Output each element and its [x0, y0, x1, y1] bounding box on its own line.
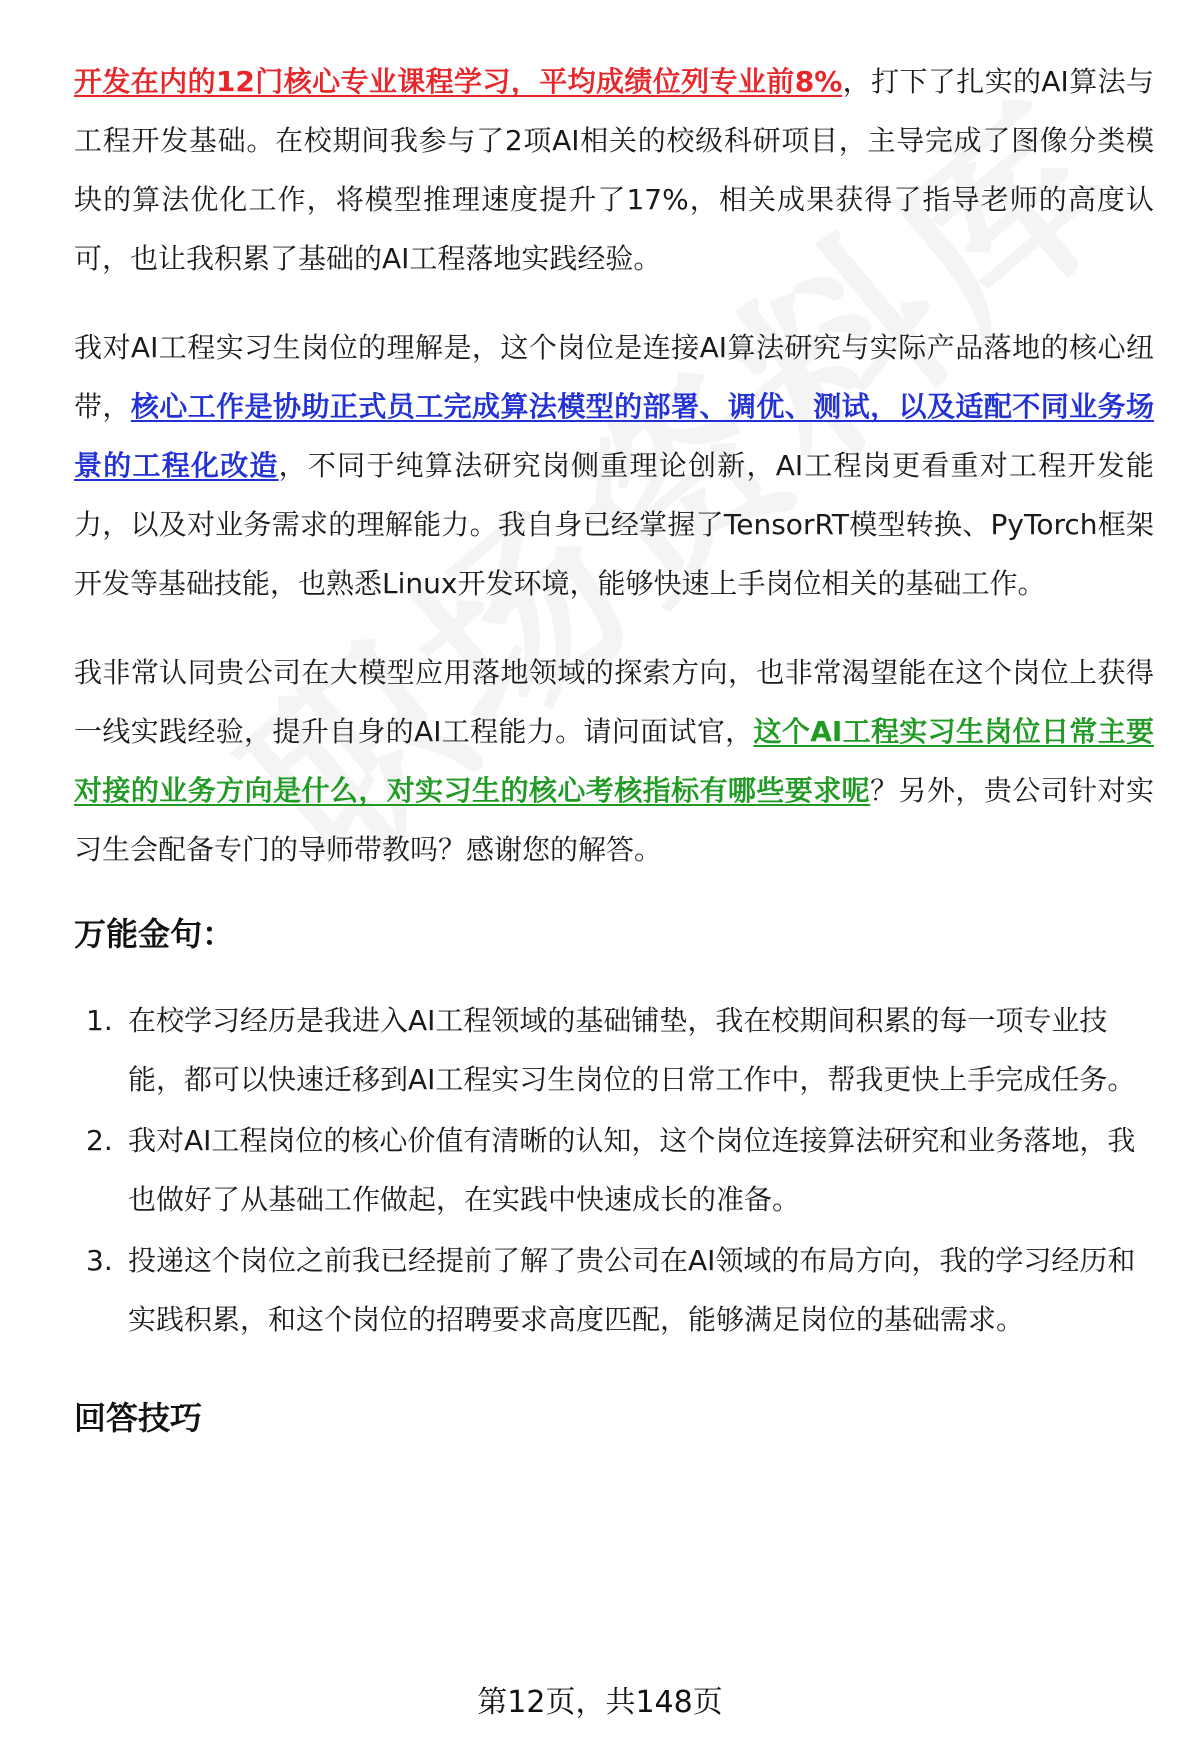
- document-body: [74, 52, 1154, 1475]
- paragraph-1-text: ，打下了扎实的AI算法与工程开发基础。在校期间我参与了2项AI相关的校级科研项目，主导完成了图像分类模块的算法优化工作，将模型推理速度提升了17%，相关成果获得了指导老师的高度认可，也让我积累了基础的AI工程落地实践经验。: [74, 65, 1154, 275]
- paragraph-1: [74, 52, 1154, 288]
- paragraph-3-text-before: 我非常认同贵公司在大模型应用落地领域的探索方向，也非常渴望能在这个岗位上获得一线实践经验，提升自身的AI工程能力。请问面试官，: [74, 656, 1154, 748]
- paragraph-3-text-after: ？另外，贵公司针对实习生会配备专门的导师带教吗？感谢您的解答。: [74, 774, 1154, 866]
- list-item: [74, 991, 1154, 1109]
- list-item-text: 投递这个岗位之前我已经提前了解了贵公司在AI领域的布局方向，我的学习经历和实践积累，和这个岗位的招聘要求高度匹配，能够满足岗位的基础需求。: [128, 1244, 1136, 1336]
- highlight-red: 开发在内的12门核心专业课程学习，平均成绩位列专业前8%: [74, 65, 843, 98]
- list-item: [74, 1111, 1154, 1229]
- golden-phrases-list: [74, 991, 1154, 1349]
- paragraph-2-text-before: 我对AI工程实习生岗位的理解是，这个岗位是连接AI算法研究与实际产品落地的核心纽带，: [74, 331, 1154, 423]
- list-item-number: 3.: [86, 1244, 113, 1277]
- highlight-blue: 核心工作是协助正式员工完成算法模型的部署、调优、测试，以及适配不同业务场景的工程化改造: [74, 390, 1154, 482]
- list-item-text: 我对AI工程岗位的核心价值有清晰的认知，这个岗位连接算法研究和业务落地，我也做好了从基础工作做起，在实践中快速成长的准备。: [128, 1124, 1136, 1216]
- section-title-answer-tips: 回答技巧: [74, 1399, 203, 1437]
- highlight-green: 这个AI工程实习生岗位日常主要对接的业务方向是什么，对实习生的核心考核指标有哪些要求呢: [74, 715, 1154, 807]
- list-item-number: 1.: [86, 1004, 113, 1037]
- list-item-text: 在校学习经历是我进入AI工程领域的基础铺垫，我在校期间积累的每一项专业技能，都可以快速迁移到AI工程实习生岗位的日常工作中，帮我更快上手完成任务。: [128, 1004, 1136, 1096]
- section-title-golden-phrases: 万能金句：: [74, 915, 235, 953]
- page-footer: 第12页，共148页: [477, 1685, 723, 1720]
- paragraph-3: [74, 643, 1154, 879]
- list-item: [74, 1231, 1154, 1349]
- list-item-number: 2.: [86, 1124, 113, 1157]
- paragraph-2-text-after: ，不同于纯算法研究岗侧重理论创新，AI工程岗更看重对工程开发能力，以及对业务需求的理解能力。我自身已经掌握了TensorRT模型转换、PyTorch框架开发等基础技能，也熟悉Linux开发环境，能够快速上手岗位相关的基础工作。: [74, 449, 1154, 600]
- paragraph-2: [74, 318, 1154, 613]
